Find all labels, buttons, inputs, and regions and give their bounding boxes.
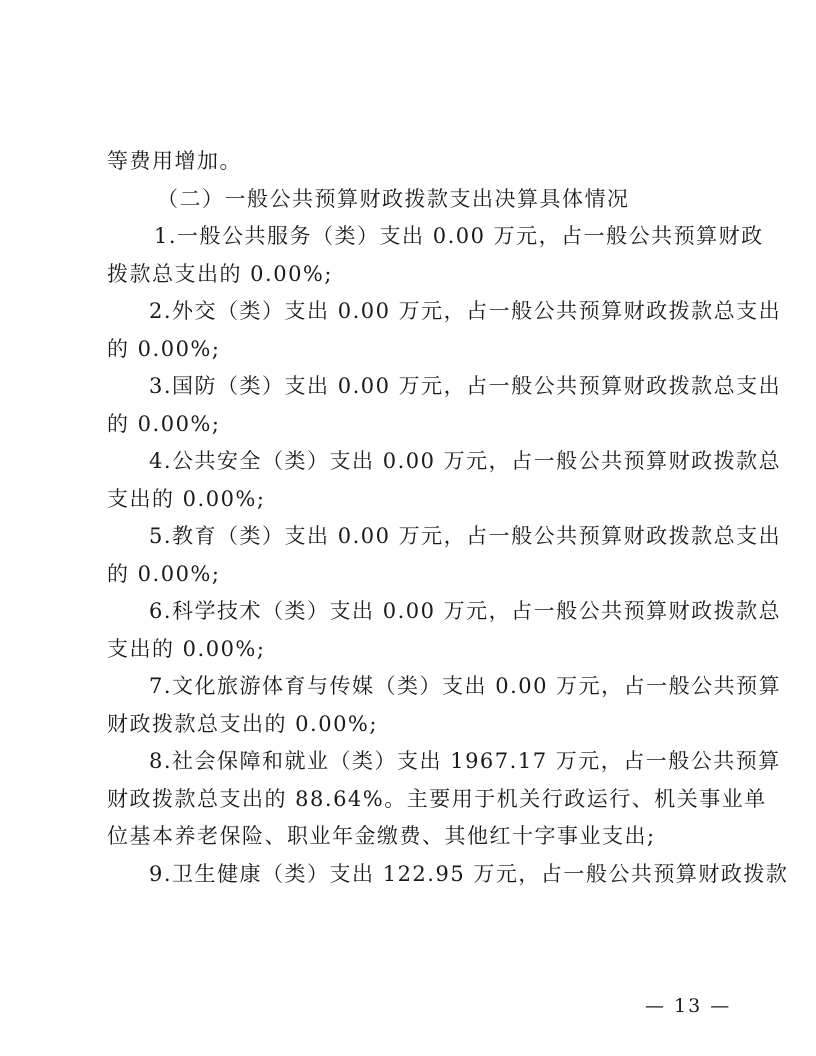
item-line: 1.一般公共服务（类）支出 0.00 万元，占一般公共预算财政 xyxy=(154,224,764,248)
page-number: — 13 — xyxy=(645,995,732,1017)
continuation-line: 的 0.00%; xyxy=(107,561,221,586)
continuation-line: 支出的 0.00%; xyxy=(107,486,266,511)
text-line: 等费用增加。 xyxy=(107,149,242,173)
item-line: 3.国防（类）支出 0.00 万元，占一般公共预算财政拨款总支出 xyxy=(149,374,782,398)
continuation-line: 财政拨款总支出的 88.64%。主要用于机关行政运行、机关事业单 xyxy=(107,786,767,811)
item-line: 8.社会保障和就业（类）支出 1967.17 万元，占一般公共预算 xyxy=(149,749,781,773)
item-line: 6.科学技术（类）支出 0.00 万元，占一般公共预算财政拨款总 xyxy=(149,599,782,623)
continuation-line: 的 0.00%; xyxy=(107,336,221,361)
section-heading: （二）一般公共预算财政拨款支出决算具体情况 xyxy=(157,186,630,211)
item-line: 5.教育（类）支出 0.00 万元，占一般公共预算财政拨款总支出 xyxy=(149,524,782,548)
continuation-line: 的 0.00%; xyxy=(107,411,221,436)
item-line: 2.外交（类）支出 0.00 万元，占一般公共预算财政拨款总支出 xyxy=(149,299,782,323)
continuation-line: 位基本养老保险、职业年金缴费、其他红十字事业支出; xyxy=(107,824,656,848)
item-line: 9.卫生健康（类）支出 122.95 万元，占一般公共预算财政拨款 xyxy=(149,861,789,886)
continuation-line: 拨款总支出的 0.00%; xyxy=(107,261,333,286)
item-line: 4.公共安全（类）支出 0.00 万元，占一般公共预算财政拨款总 xyxy=(149,449,782,473)
continuation-line: 财政拨款总支出的 0.00%; xyxy=(107,711,378,736)
continuation-line: 支出的 0.00%; xyxy=(107,636,266,661)
body-text xyxy=(107,143,789,893)
item-line: 7.文化旅游体育与传媒（类）支出 0.00 万元，占一般公共预算 xyxy=(149,674,782,698)
